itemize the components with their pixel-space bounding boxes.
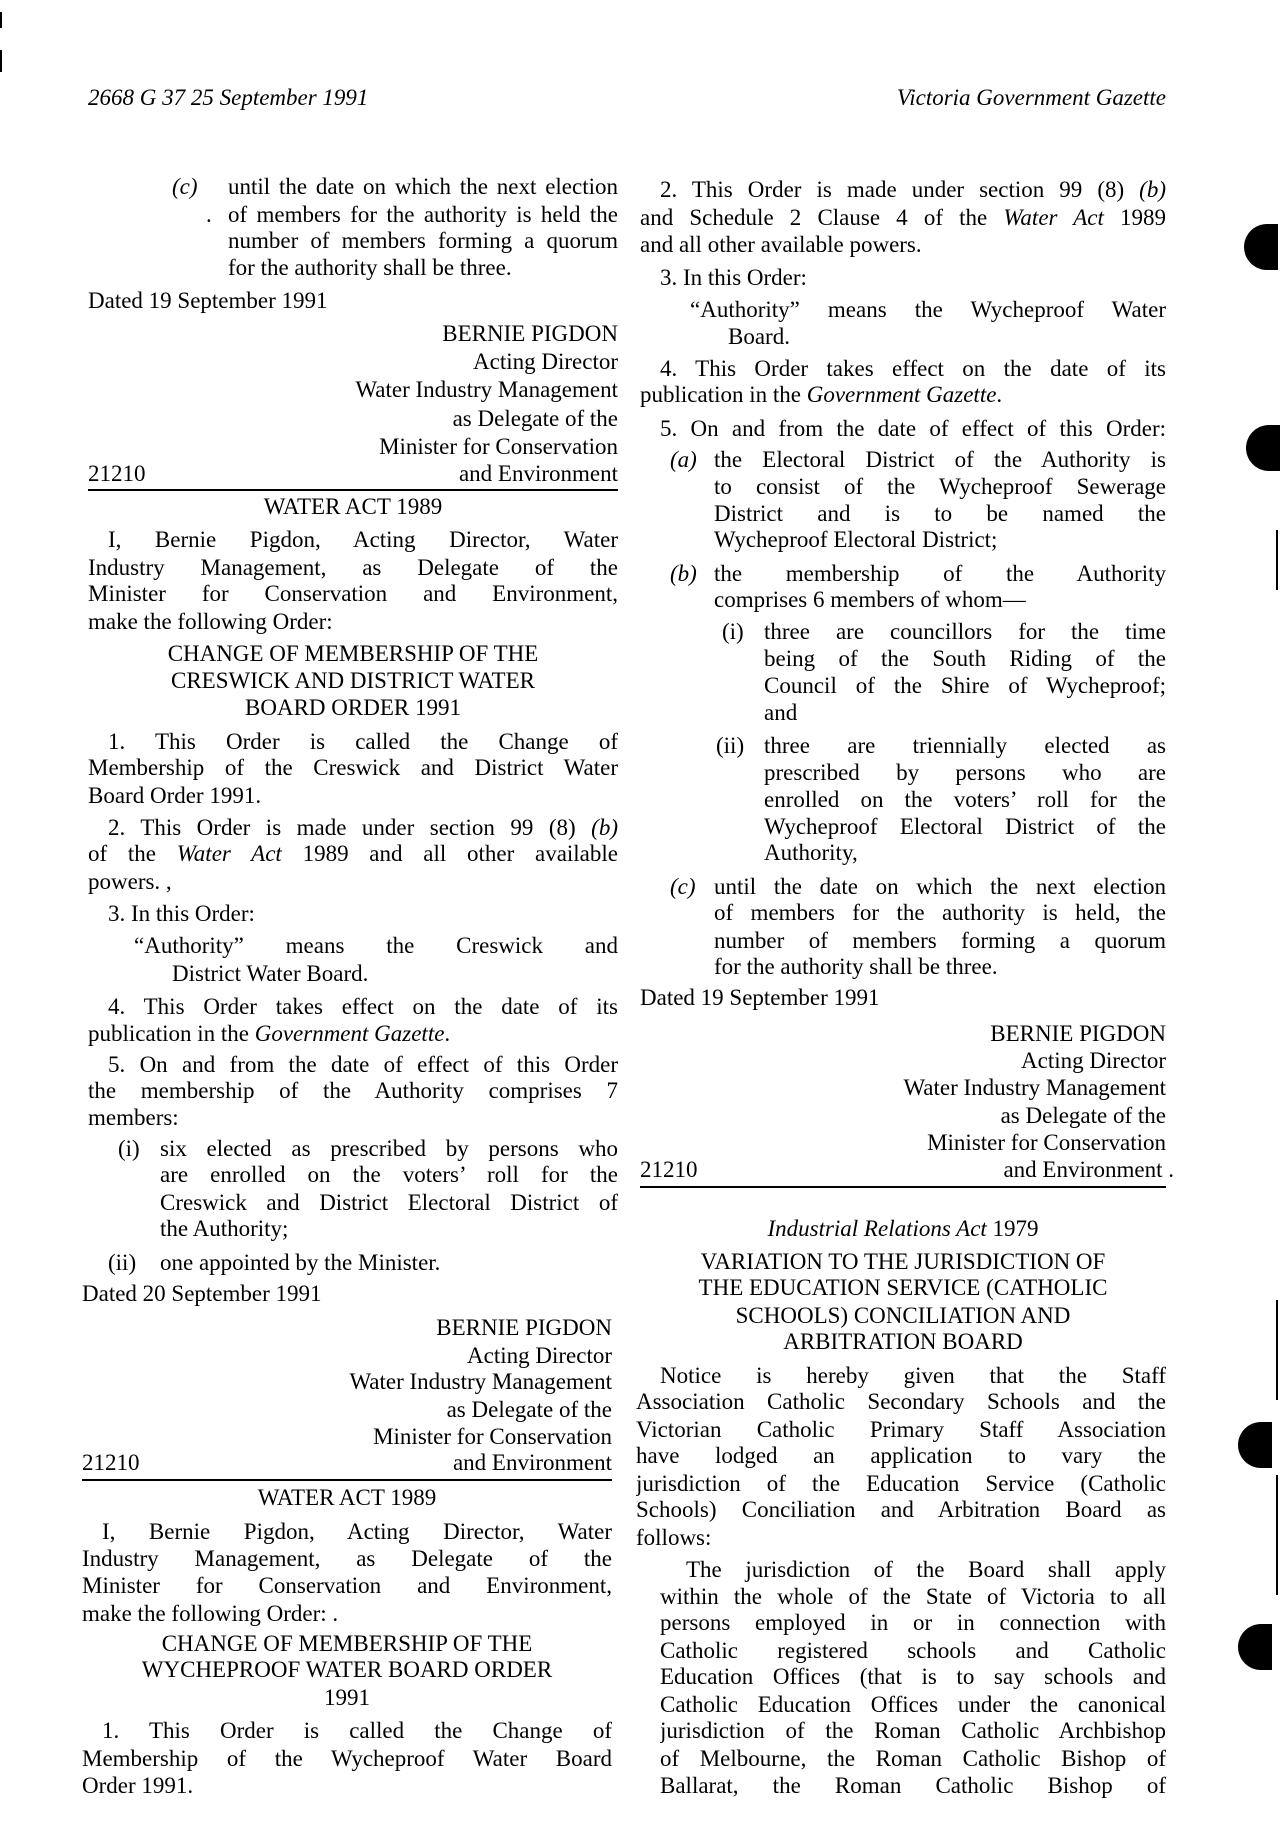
scan-edge-mark (0, 50, 2, 72)
text-line: and Environment (458, 461, 618, 486)
text-line: Minister for Conservation (379, 434, 618, 459)
text-line: The jurisdiction of the Board shall apply (686, 1557, 1166, 1582)
text-line: as Delegate of the (452, 406, 618, 431)
text-line: Council of the Shire of Wycheproof; (764, 673, 1166, 698)
text-line: and all other available powers. (640, 232, 922, 257)
text-line: publication in the Government Gazette. (640, 382, 1003, 407)
text-line: the Electoral District of the Authority is (714, 447, 1166, 472)
text-line: Creswick and District Electoral District of (160, 1190, 618, 1215)
text-line: comprises 6 members of whom— (714, 587, 1026, 612)
scan-edge-mark (1276, 1475, 1278, 1595)
text-line: SCHOOLS) CONCILIATION AND (735, 1303, 1071, 1328)
binder-hole-icon (1238, 1624, 1272, 1670)
text-line: Minister for Conservation and Environment, (88, 581, 618, 606)
text-line: (ii) (716, 733, 745, 758)
scan-edge-mark (1276, 530, 1278, 590)
text-line: being of the South Riding of the (764, 646, 1166, 671)
text-line: Water Industry Management (355, 377, 618, 402)
text-line: Membership of the Creswick and District Water (88, 755, 618, 780)
section-divider (640, 1186, 1166, 1188)
text-line: and Schedule 2 Clause 4 of the Water Act 1989 (640, 205, 1166, 230)
text-line: have lodged an application to vary the (636, 1443, 1166, 1468)
text-line: 4. This Order takes effect on the date of its (108, 994, 618, 1019)
text-line: 5. On and from the date of effect of this Order (108, 1052, 618, 1077)
text-line: Industry Management, as Delegate of the (88, 555, 618, 580)
text-line: jurisdiction of the Roman Catholic Archbishop (660, 1718, 1166, 1743)
text-line: Board Order 1991. (88, 783, 262, 808)
text-line: for the authority shall be three. (228, 255, 512, 280)
text-line: follows: (636, 1525, 712, 1550)
text-line: Order 1991. (82, 1773, 194, 1798)
text-line: Schools) Conciliation and Arbitration Board as (636, 1497, 1166, 1522)
text-line: Minister for Conservation (373, 1424, 612, 1449)
text-line: within the whole of the State of Victoria to all (660, 1584, 1166, 1609)
text-line: enrolled on the voters’ roll for the (764, 787, 1166, 812)
scan-edge-mark (0, 12, 2, 28)
text-line: Acting Director (467, 1343, 612, 1368)
text-line: I, Bernie Pigdon, Acting Director, Water (102, 1519, 612, 1544)
text-line: as Delegate of the (1000, 1103, 1166, 1128)
text-line: (a) (670, 447, 697, 472)
text-line: the Authority; (160, 1216, 289, 1241)
text-line: persons employed in or in connection with (660, 1610, 1166, 1635)
text-line: CHANGE OF MEMBERSHIP OF THE (161, 1631, 533, 1656)
text-line: THE EDUCATION SERVICE (CATHOLIC (698, 1275, 1108, 1300)
text-line: members: (88, 1105, 179, 1130)
text-line: Victorian Catholic Primary Staff Association (636, 1417, 1166, 1442)
text-line: Notice is hereby given that the Staff (660, 1363, 1166, 1388)
text-line: are enrolled on the voters’ roll for the (160, 1162, 618, 1187)
text-line: Catholic registered schools and Catholic (660, 1638, 1166, 1663)
text-line: VARIATION TO THE JURISDICTION OF (700, 1249, 1106, 1274)
text-line: make the following Order: . (82, 1601, 339, 1626)
text-line: 1. This Order is called the Change of (102, 1718, 612, 1743)
text-line: Dated 19 September 1991 (640, 985, 880, 1010)
text-line: Wycheproof Electoral District of the (764, 814, 1166, 839)
text-line: Ballarat, the Roman Catholic Bishop of (660, 1773, 1166, 1798)
text-line: Dated 19 September 1991 (88, 288, 328, 313)
text-line: of the Water Act 1989 and all other available (88, 841, 618, 866)
text-line: until the date on which the next election (228, 174, 618, 199)
text-line: Acting Director (473, 349, 618, 374)
text-line: publication in the Government Gazette. (88, 1021, 451, 1046)
text-line: Authority, (764, 840, 858, 865)
text-line: District Water Board. (172, 961, 369, 986)
text-line: one appointed by the Minister. (160, 1250, 441, 1275)
text-line: Water Industry Management (903, 1075, 1166, 1100)
text-line: number of members forming a quorum (228, 228, 618, 253)
text-line: of Melbourne, the Roman Catholic Bishop of (660, 1746, 1166, 1771)
page-header-right: Victoria Government Gazette (896, 85, 1166, 110)
text-line: I, Bernie Pigdon, Acting Director, Water (108, 527, 618, 552)
text-line: 3. In this Order: (660, 265, 807, 290)
text-line: the membership of the Authority (714, 561, 1166, 586)
text-line: make the following Order: (88, 609, 333, 634)
text-line: WYCHEPROOF WATER BOARD ORDER (141, 1657, 553, 1682)
text-line: Industry Management, as Delegate of the (82, 1546, 612, 1571)
text-line: Board. (728, 324, 790, 349)
text-line: of members for the authority is held the (228, 202, 618, 227)
text-line: BERNIE PIGDON (436, 1315, 612, 1340)
text-line: (i) (118, 1136, 140, 1161)
text-line: (ii) (108, 1250, 137, 1275)
page-header-left: 2668 G 37 25 September 1991 (88, 85, 369, 110)
text-line: WATER ACT 1989 (263, 494, 443, 519)
text-line: and Environment (452, 1450, 612, 1475)
section-divider (82, 1479, 612, 1481)
text-line: 5. On and from the date of effect of this Order: (660, 416, 1166, 441)
text-line: Acting Director (1021, 1048, 1166, 1073)
text-line: 21210 (88, 461, 146, 486)
text-line: until the date on which the next election (714, 874, 1166, 899)
text-line: WATER ACT 1989 (257, 1485, 437, 1510)
text-line: jurisdiction of the Education Service (Catholic (636, 1471, 1166, 1496)
text-line: 1991 (324, 1685, 370, 1710)
text-line: three are triennially elected as (764, 733, 1166, 758)
section-divider (88, 489, 618, 491)
text-line: (c) (172, 174, 198, 199)
text-line: Wycheproof Electoral District; (714, 527, 998, 552)
text-line: powers. , (88, 869, 172, 894)
text-line: as Delegate of the (446, 1397, 612, 1422)
text-line: 4. This Order takes effect on the date of its (660, 356, 1166, 381)
text-line: (i) (722, 619, 744, 644)
text-line: 21210 (82, 1450, 140, 1475)
text-line: and Environment . (1003, 1157, 1174, 1182)
binder-hole-icon (1238, 1422, 1272, 1468)
text-line: number of members forming a quorum (714, 928, 1166, 953)
text-line: . (206, 202, 212, 227)
text-line: three are councillors for the time (764, 619, 1166, 644)
text-line: Membership of the Wycheproof Water Board (82, 1746, 612, 1771)
text-line: 21210 (640, 1157, 698, 1182)
text-line: (b) (670, 561, 697, 586)
text-line: six elected as prescribed by persons who (160, 1136, 618, 1161)
text-line: prescribed by persons who are (764, 760, 1166, 785)
text-line: to consist of the Wycheproof Sewerage (714, 474, 1166, 499)
text-line: Dated 20 September 1991 (82, 1281, 322, 1306)
text-line: 2. This Order is made under section 99 (8) (b) (660, 177, 1166, 202)
scan-edge-mark (1276, 1300, 1278, 1400)
text-line: the membership of the Authority comprises 7 (88, 1078, 618, 1103)
text-line: BERNIE PIGDON (990, 1021, 1166, 1046)
text-line: CHANGE OF MEMBERSHIP OF THE (167, 641, 539, 666)
text-line: 3. In this Order: (108, 901, 255, 926)
text-line: and (764, 700, 798, 725)
text-line: of members for the authority is held, the (714, 900, 1166, 925)
text-line: BERNIE PIGDON (442, 321, 618, 346)
binder-hole-icon (1246, 425, 1280, 471)
text-line: CRESWICK AND DISTRICT WATER (171, 668, 535, 693)
text-line: for the authority shall be three. (714, 954, 998, 979)
text-line: Industrial Relations Act 1979 (767, 1216, 1039, 1241)
text-line: Water Industry Management (349, 1369, 612, 1394)
binder-hole-icon (1244, 224, 1278, 270)
text-line: Association Catholic Secondary Schools and the (636, 1389, 1166, 1414)
text-line: Minister for Conservation (927, 1130, 1166, 1155)
text-line: 2. This Order is made under section 99 (8) (b) (108, 815, 618, 840)
text-line: BOARD ORDER 1991 (245, 695, 461, 720)
text-line: “Authority” means the Creswick and (134, 933, 618, 958)
text-line: Catholic Education Offices under the canonical (660, 1692, 1166, 1717)
text-line: “Authority” means the Wycheproof Water (690, 297, 1166, 322)
text-line: 1. This Order is called the Change of (108, 729, 618, 754)
text-line: ARBITRATION BOARD (783, 1329, 1023, 1354)
text-line: Minister for Conservation and Environment, (82, 1573, 612, 1598)
text-line: (c) (670, 874, 696, 899)
text-line: Education Offices (that is to say schools and (660, 1664, 1166, 1689)
text-line: District and is to be named the (714, 501, 1166, 526)
